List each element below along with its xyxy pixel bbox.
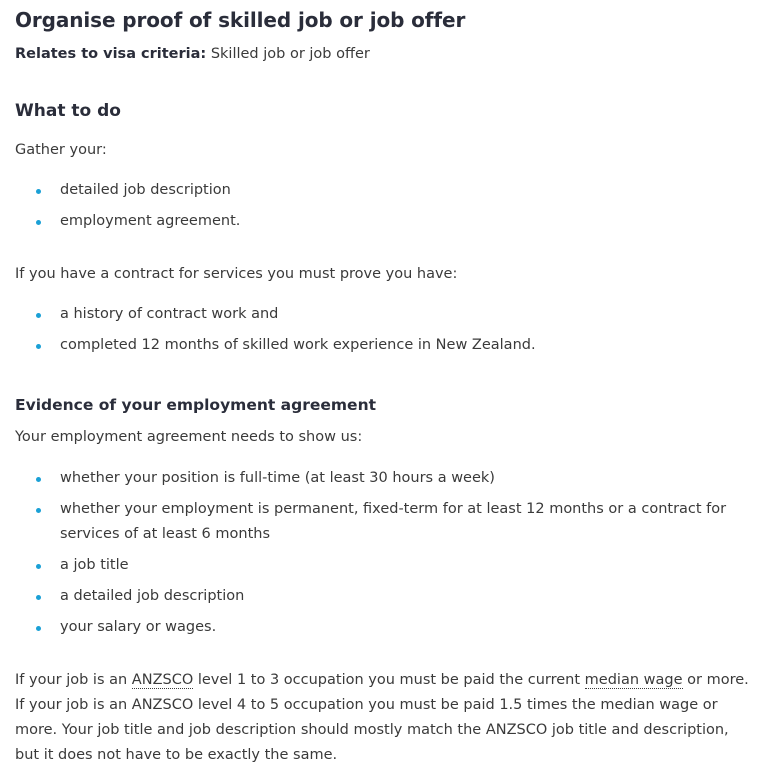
bullet-icon xyxy=(36,595,41,600)
evidence-intro: Your employment agreement needs to show us: xyxy=(15,429,363,445)
page-title: Organise proof of skilled job or job offer xyxy=(15,8,466,32)
bullet-icon xyxy=(36,564,41,569)
contract-intro: If you have a contract for services you must prove you have: xyxy=(15,266,458,282)
list-item: a job title xyxy=(15,553,755,578)
bullet-icon xyxy=(36,189,41,194)
bullet-icon xyxy=(36,477,41,482)
list-item: completed 12 months of skilled work experience in New Zealand. xyxy=(15,333,755,358)
anzsco-term[interactable]: ANZSCO xyxy=(131,672,194,688)
bullet-icon xyxy=(36,313,41,318)
bullet-icon xyxy=(36,344,41,349)
evidence-heading: Evidence of your employment agreement xyxy=(15,396,377,414)
bullet-icon xyxy=(36,220,41,225)
list-item: a detailed job description xyxy=(15,584,755,609)
list-item: employment agreement. xyxy=(15,209,755,234)
contract-list xyxy=(15,302,755,358)
gather-intro: Gather your: xyxy=(15,142,107,158)
bullet-icon xyxy=(36,508,41,513)
evidence-list xyxy=(15,466,755,640)
visa-criteria-value: Skilled job or job offer xyxy=(210,46,370,62)
what-to-do-heading: What to do xyxy=(15,101,121,121)
list-item: a history of contract work and xyxy=(15,302,755,327)
visa-criteria-label: Relates to visa criteria: xyxy=(15,46,207,62)
list-item: detailed job description xyxy=(15,178,755,203)
visa-criteria xyxy=(15,46,370,62)
bullet-icon xyxy=(36,626,41,631)
list-item: your salary or wages. xyxy=(15,615,755,640)
anzsco-paragraph: If your job is an ANZSCO level 1 to 3 occupation you must be paid the current median wage or more. If your job is an ANZSCO level 4 to 5 occupation you must be paid 1.5 times the median wage or more. Your job title and job description should mostly match the ANZSCO job title and description, but it does not have to be exactly the same. xyxy=(15,672,749,763)
median-wage-term[interactable]: median wage xyxy=(584,672,683,688)
list-item: whether your position is full-time (at least 30 hours a week) xyxy=(15,466,755,491)
list-item: whether your employment is permanent, fixed-term for at least 12 months or a contract for services of at least 6 months xyxy=(15,497,755,547)
gather-list xyxy=(15,178,755,234)
